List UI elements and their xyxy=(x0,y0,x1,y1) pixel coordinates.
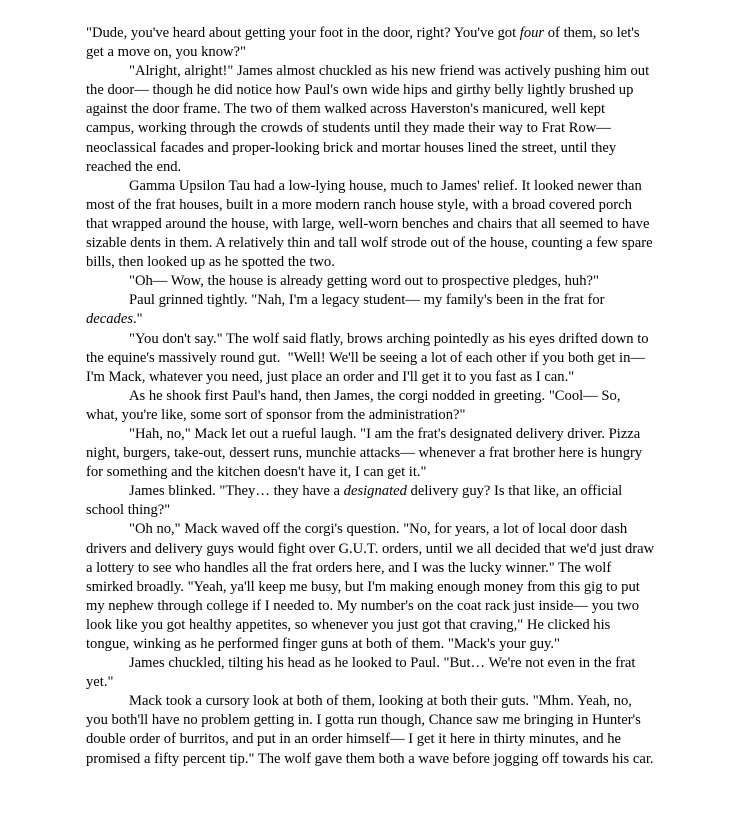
text-line xyxy=(86,425,735,444)
text-run: drivers and delivery guys would fight over G.U.T. orders, until we all decided that we'd just draw xyxy=(86,540,655,557)
text-run: that wrapped around the house, with large, well-worn benches and chairs that all seemed to have xyxy=(86,215,650,232)
text-line xyxy=(86,81,735,100)
text-line xyxy=(86,43,735,62)
text-line xyxy=(86,234,735,253)
text-run: for something and the kitchen doesn't have it, I can get it." xyxy=(86,464,427,481)
text-run: "You don't say." The wolf said flatly, brows arching pointedly as his eyes drifted down to xyxy=(129,330,649,347)
text-line xyxy=(86,578,735,597)
italic-run: designated xyxy=(343,483,407,500)
text-run: sizable dents in them. A relatively thin and tall wolf strode out of the house, counting a few spare xyxy=(86,235,653,252)
text-line xyxy=(86,597,735,616)
text-run: "Dude, you've heard about getting your foot in the door, right? You've got xyxy=(86,25,520,41)
text-run: of them, so let's xyxy=(544,25,640,41)
text-run: ." xyxy=(133,311,143,328)
text-run: As he shook first Paul's hand, then James, the corgi nodded in greeting. "Cool— So, xyxy=(129,387,621,404)
text-run: Paul grinned tightly. "Nah, I'm a legacy student— my family's been in the frat for xyxy=(129,292,605,309)
text-run: look like you got healthy appetites, so whenever you just got that craving," He clicked his xyxy=(86,616,611,633)
text-run: Mack took a cursory look at both of them, looking at both their guts. "Mhm. Yeah, no, xyxy=(129,693,632,710)
text-line xyxy=(86,711,735,730)
text-line xyxy=(86,730,735,749)
text-run: "Oh— Wow, the house is already getting word out to prospective pledges, huh?" xyxy=(129,273,599,290)
text-line xyxy=(86,482,735,501)
text-run: against the door frame. The two of them walked across Haverston's manicured, well kept xyxy=(86,101,606,118)
text-run: bills, then looked up as he spotted the two. xyxy=(86,254,335,271)
text-run: "Alright, alright!" James almost chuckled as his new friend was actively pushing him out xyxy=(129,63,650,80)
text-line xyxy=(86,635,735,654)
text-line xyxy=(86,559,735,578)
text-line xyxy=(86,24,735,43)
text-line xyxy=(86,692,735,711)
text-line xyxy=(86,520,735,539)
text-line xyxy=(86,616,735,635)
text-line xyxy=(86,387,735,406)
text-line xyxy=(86,501,735,520)
text-line xyxy=(86,673,735,692)
text-line xyxy=(86,177,735,196)
italic-run: decades xyxy=(86,311,134,328)
text-line xyxy=(86,310,735,329)
text-run: tongue, winking as he performed finger guns at both of them. "Mack's your guy." xyxy=(86,636,561,652)
text-line xyxy=(86,406,735,425)
text-run: "Hah, no," Mack let out a rueful laugh. "I am the frat's designated delivery driver. Pizza xyxy=(129,425,641,442)
text-run: yet." xyxy=(86,674,114,691)
text-run: reached the end. xyxy=(86,158,182,175)
text-run: the equine's massively round gut. "Well! We'll be seeing a lot of each other if you both get in— xyxy=(86,349,645,366)
text-run: a lottery to see who handles all the frat orders here, and I was the lucky winner." The wolf xyxy=(86,559,612,576)
text-line xyxy=(86,463,735,482)
text-line xyxy=(86,158,735,177)
text-run: Gamma Upsilon Tau had a low-lying house, much to James' relief. It looked newer than xyxy=(129,177,642,194)
text-line xyxy=(86,272,735,291)
text-run: what, you're like, some sort of sponsor from the administration?" xyxy=(86,406,466,423)
text-line xyxy=(86,750,735,769)
text-line xyxy=(86,215,735,234)
text-line xyxy=(86,119,735,138)
text-line xyxy=(86,196,735,215)
text-line xyxy=(86,139,735,158)
text-line xyxy=(86,654,735,673)
text-run: double order of burritos, and put in an order himself— I get it here in thirty minutes, and he xyxy=(86,731,621,748)
text-run: my nephew through college if I needed to. My number's on the coat rack just inside— you two xyxy=(86,597,640,614)
text-line xyxy=(86,349,735,368)
text-run: delivery guy? Is that like, an official xyxy=(406,483,623,500)
text-run: neoclassical facades and proper-looking brick and mortar houses lined the street, until they xyxy=(86,139,617,156)
text-line xyxy=(86,62,735,81)
italic-run: four xyxy=(519,25,545,41)
text-run: night, burgers, take-out, dessert runs, munchie attacks— whenever a frat brother here is hungry xyxy=(86,445,643,462)
text-run: "Oh no," Mack waved off the corgi's question. "No, for years, a lot of local door dash xyxy=(129,521,628,538)
text-line xyxy=(86,100,735,119)
text-line xyxy=(86,330,735,349)
text-run: I'm Mack, whatever you need, just place an order and I'll get it to you fast as I can." xyxy=(86,368,575,385)
text-run: James chuckled, tilting his head as he looked to Paul. "But… We're not even in the frat xyxy=(129,655,636,672)
text-run: you both'll have no problem getting in. I gotta run though, Chance saw me bringing in Hunter's xyxy=(86,712,641,729)
text-run: James blinked. "They… they have a xyxy=(129,483,344,500)
text-line xyxy=(86,540,735,559)
text-run: promised a fifty percent tip." The wolf gave them both a wave before jogging off towards his car. xyxy=(86,750,654,767)
text-run: smirked broadly. "Yeah, ya'll keep me busy, but I'm making enough money from this gig to put xyxy=(86,578,640,595)
text-line xyxy=(86,444,735,463)
text-run: the door— though he did notice how Paul's own wide hips and girthy belly lightly brushed up xyxy=(86,82,634,99)
text-line xyxy=(86,291,735,310)
text-line xyxy=(86,368,735,387)
text-line xyxy=(86,253,735,272)
text-run: most of the frat houses, built in a more modern ranch house style, with a broad covered porch xyxy=(86,196,632,213)
text-run: get a move on, you know?" xyxy=(86,44,246,61)
story-text xyxy=(86,24,735,769)
text-run: school thing?" xyxy=(86,502,171,519)
text-run: campus, working through the crowds of students until they made their way to Frat Row— xyxy=(86,120,611,137)
